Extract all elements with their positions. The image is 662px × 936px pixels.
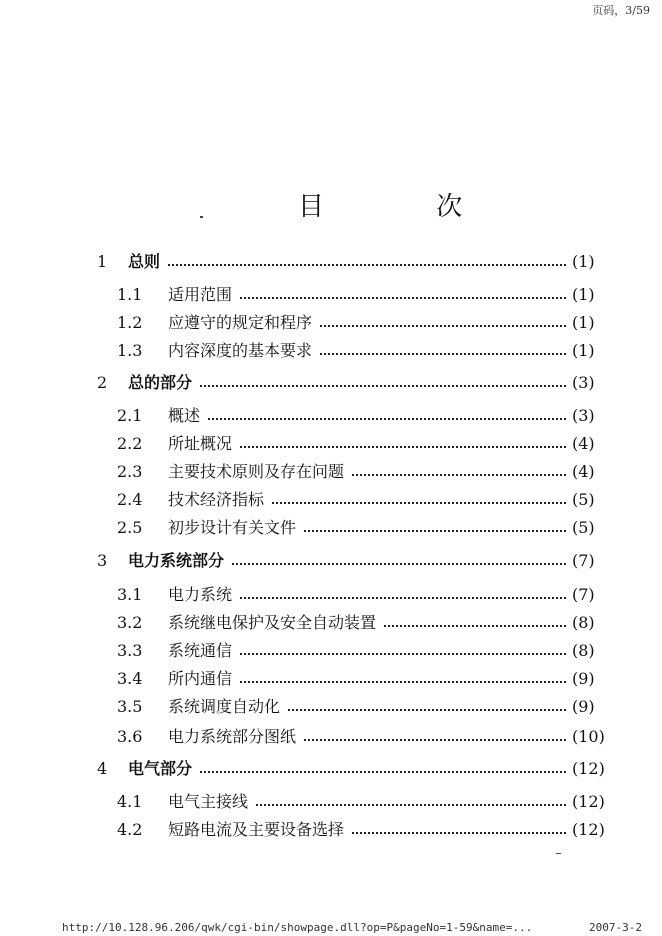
toc-entry-title: 初步设计有关文件 [168,518,297,537]
toc-dot-leader [240,424,566,448]
toc-entry-number: 3.1 [117,585,143,604]
toc-entry [0,371,662,395]
toc-dot-leader [384,603,566,627]
toc-entry-page: (1) [572,285,595,304]
toc-entry-page: (4) [572,434,595,453]
toc-entry-number: 1.1 [117,285,143,304]
toc-entry-title: 应遵守的规定和程序 [168,313,313,332]
toc-entry-number: 3.2 [117,613,143,632]
toc-dot-leader [352,452,566,476]
page-indicator: 页码，3/59 [592,4,650,17]
toc-dot-leader [240,575,566,599]
scan-speck [556,853,561,854]
toc-entry-number: 2.5 [117,518,143,537]
toc-entry-title: 总则 [128,252,161,271]
toc-entry-number: 3.4 [117,669,143,688]
toc-dot-leader [272,480,566,504]
toc-entry [0,339,662,363]
toc-entry-page: (1) [572,341,595,360]
toc-entry [0,549,662,573]
toc-dot-leader [304,508,566,532]
toc-entry-page: (1) [572,252,595,271]
toc-entry-number: 3.3 [117,641,143,660]
toc-entry [0,725,662,749]
toc-entry-title: 内容深度的基本要求 [168,341,313,360]
toc-dot-leader [288,687,566,711]
scan-speck [200,216,203,218]
toc-entry-page: (7) [572,585,595,604]
toc-entry-number: 2 [97,373,108,392]
toc-entry [0,250,662,274]
toc-entry-page: (5) [572,490,595,509]
toc-entry-page: (4) [572,462,595,481]
toc-dot-leader [200,363,566,387]
toc-entry-page: (12) [572,759,605,778]
toc-entry-number: 2.3 [117,462,143,481]
toc-entry-number: 4.2 [117,820,143,839]
toc-entry-title: 短路电流及主要设备选择 [168,820,345,839]
toc-entry-title: 系统继电保护及安全自动装置 [168,613,377,632]
toc-entry-title: 电力系统部分图纸 [168,727,297,746]
toc-entry-title: 概述 [168,406,201,425]
toc-dot-leader [320,331,566,355]
toc-entry-number: 2.4 [117,490,143,509]
toc-entry-title: 所内通信 [168,669,233,688]
toc-dot-leader [232,541,566,565]
toc-entry-title: 技术经济指标 [168,490,265,509]
toc-entry-title: 电力系统 [168,585,233,604]
toc-entry-page: (9) [572,697,595,716]
toc-entry-title: 适用范围 [168,285,233,304]
toc-dot-leader [240,275,566,299]
toc-entry [0,516,662,540]
toc-entry-number: 1 [97,252,108,271]
page-title: 目 次 [298,192,515,222]
toc-entry-title: 所址概况 [168,434,233,453]
toc-dot-leader [240,659,566,683]
print-date: 2007-3-2 [589,921,642,934]
toc-entry-number: 3.6 [117,727,143,746]
toc-entry-title: 电力系统部分 [128,551,225,570]
toc-entry-number: 4 [97,759,108,778]
toc-entry-title: 主要技术原则及存在问题 [168,462,345,481]
toc-entry [0,757,662,781]
toc-dot-leader [256,782,566,806]
toc-dot-leader [208,396,566,420]
toc-entry-number: 3.5 [117,697,143,716]
toc-entry-page: (8) [572,641,595,660]
source-url: http://10.128.96.206/qwk/cgi-bin/showpage.dll?op=P&pageNo=1-59&name=... [62,921,533,934]
toc-dot-leader [304,717,566,741]
toc-dot-leader [200,749,566,773]
toc-entry-page: (9) [572,669,595,688]
toc-entry-title: 系统通信 [168,641,233,660]
toc-entry [0,818,662,842]
toc-entry-number: 1.3 [117,341,143,360]
toc-entry [0,695,662,719]
toc-entry-page: (10) [572,727,605,746]
toc-entry-page: (1) [572,313,595,332]
toc-dot-leader [352,810,566,834]
toc-entry-page: (5) [572,518,595,537]
toc-entry-number: 1.2 [117,313,143,332]
toc-entry-page: (3) [572,406,595,425]
toc-entry-page: (7) [572,551,595,570]
toc-entry-title: 系统调度自动化 [168,697,281,716]
toc-entry-page: (12) [572,820,605,839]
toc-entry-title: 总的部分 [128,373,193,392]
toc-dot-leader [240,631,566,655]
toc-dot-leader [168,242,566,266]
toc-entry-number: 2.1 [117,406,143,425]
toc-dot-leader [320,303,566,327]
toc-entry-number: 2.2 [117,434,143,453]
toc-entry-number: 4.1 [117,792,143,811]
toc-entry-page: (12) [572,792,605,811]
toc-entry-number: 3 [97,551,108,570]
toc-entry-page: (8) [572,613,595,632]
toc-entry-page: (3) [572,373,595,392]
toc-entry-title: 电气主接线 [168,792,249,811]
toc-entry-title: 电气部分 [128,759,193,778]
